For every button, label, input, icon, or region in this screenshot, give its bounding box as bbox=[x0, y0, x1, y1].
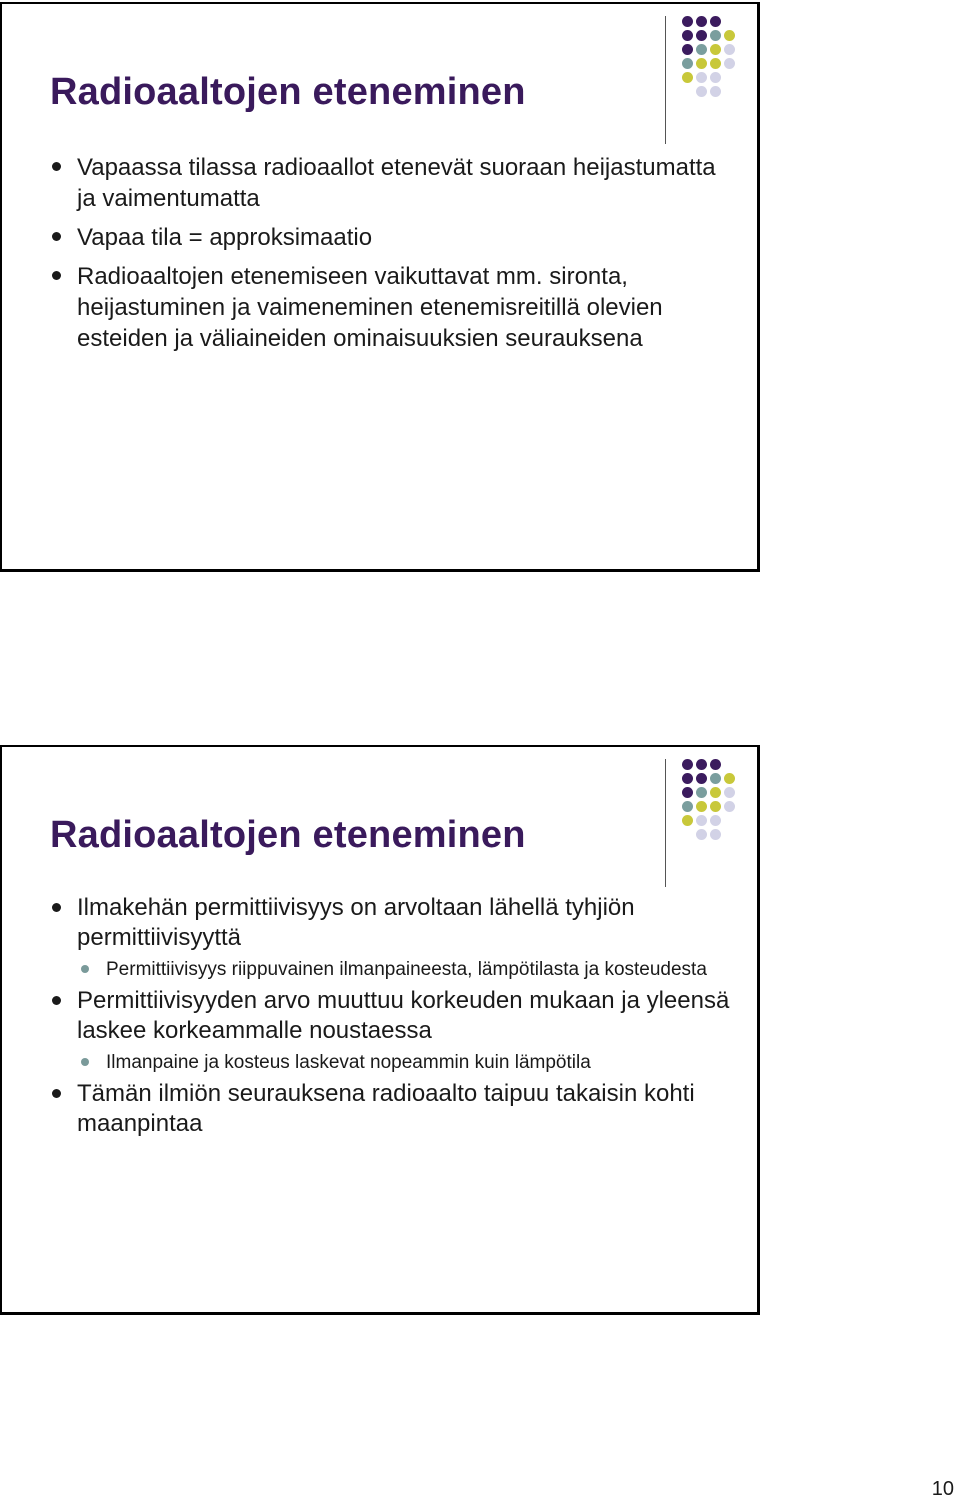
bullet-icon bbox=[52, 271, 61, 280]
bullet-item bbox=[50, 1079, 730, 1139]
bullet-icon bbox=[52, 1089, 61, 1098]
slide-title: Radioaaltojen eteneminen bbox=[50, 814, 526, 856]
bullet-item bbox=[50, 152, 730, 214]
dot-lavender bbox=[724, 801, 735, 812]
dot-purple bbox=[696, 16, 707, 27]
slide-1 bbox=[0, 2, 760, 572]
dot-teal bbox=[710, 30, 721, 41]
sub-bullet-icon bbox=[81, 1058, 89, 1066]
dot-purple bbox=[682, 759, 693, 770]
dot-purple bbox=[696, 30, 707, 41]
dot-olive bbox=[710, 787, 721, 798]
dot-olive bbox=[696, 58, 707, 69]
sub-bullet-text: Permittiivisyys riippuvainen ilmanpaineesta, lämpötilasta ja kosteudesta bbox=[106, 959, 707, 980]
bullet-text: Tämän ilmiön seurauksena radioaalto taipuu takaisin kohti maanpintaa bbox=[77, 1080, 695, 1137]
dot-teal bbox=[682, 801, 693, 812]
dot-olive bbox=[696, 801, 707, 812]
dot-teal bbox=[696, 787, 707, 798]
dot-purple bbox=[710, 759, 721, 770]
bullet-item bbox=[50, 261, 730, 354]
bullet-icon bbox=[52, 996, 61, 1005]
dot-olive bbox=[682, 815, 693, 826]
bullet-text: Vapaassa tilassa radioaallot etenevät suoraan heijastumatta ja vaimentumatta bbox=[77, 154, 716, 212]
sub-bullet-list bbox=[77, 1050, 730, 1075]
dot-olive bbox=[710, 801, 721, 812]
dot-purple bbox=[682, 787, 693, 798]
divider-line bbox=[665, 759, 666, 887]
dot-olive bbox=[724, 773, 735, 784]
slide-2 bbox=[0, 745, 760, 1315]
dot-lavender bbox=[724, 44, 735, 55]
dot-purple bbox=[682, 773, 693, 784]
dot-olive bbox=[724, 30, 735, 41]
bullet-list bbox=[50, 893, 730, 1143]
dot-purple bbox=[682, 16, 693, 27]
dot-purple bbox=[696, 773, 707, 784]
divider-line bbox=[665, 16, 666, 144]
dot-purple bbox=[682, 44, 693, 55]
bullet-text: Permittiivisyyden arvo muuttuu korkeuden mukaan ja yleensä laskee korkeammalle noustaessa bbox=[77, 987, 730, 1044]
dot-lavender bbox=[710, 815, 721, 826]
dot-lavender bbox=[724, 58, 735, 69]
bullet-text: Radioaaltojen etenemiseen vaikuttavat mm. sironta, heijastuminen ja vaimeneminen etenemisreitillä olevien esteiden ja väliaineiden ominaisuuksien seurauksena bbox=[77, 263, 663, 352]
sub-bullet-list bbox=[77, 957, 730, 982]
bullet-item bbox=[50, 222, 730, 253]
dot-lavender bbox=[710, 829, 721, 840]
sub-bullet-item bbox=[77, 1050, 730, 1075]
dot-purple bbox=[682, 30, 693, 41]
dot-lavender bbox=[696, 72, 707, 83]
page-number: 10 bbox=[931, 1478, 954, 1500]
dot-olive bbox=[710, 44, 721, 55]
dot-teal bbox=[696, 44, 707, 55]
bullet-item bbox=[50, 893, 730, 982]
slide-title: Radioaaltojen eteneminen bbox=[50, 71, 526, 113]
dot-olive bbox=[710, 58, 721, 69]
sub-bullet-text: Ilmanpaine ja kosteus laskevat nopeammin kuin lämpötila bbox=[106, 1052, 591, 1073]
bullet-text: Ilmakehän permittiivisyys on arvoltaan lähellä tyhjiön permittiivisyyttä bbox=[77, 894, 635, 951]
bullet-list bbox=[50, 152, 730, 362]
bullet-item bbox=[50, 986, 730, 1075]
dot-lavender bbox=[710, 72, 721, 83]
dot-purple bbox=[710, 16, 721, 27]
dot-olive bbox=[682, 72, 693, 83]
sub-bullet-item bbox=[77, 957, 730, 982]
bullet-icon bbox=[52, 232, 61, 241]
dot-purple bbox=[696, 759, 707, 770]
dot-lavender bbox=[724, 787, 735, 798]
bullet-icon bbox=[52, 162, 61, 171]
sub-bullet-icon bbox=[81, 965, 89, 973]
dot-lavender bbox=[696, 829, 707, 840]
dot-teal bbox=[710, 773, 721, 784]
dot-grid-icon bbox=[682, 16, 754, 126]
bullet-icon bbox=[52, 903, 61, 912]
dot-lavender bbox=[696, 815, 707, 826]
bullet-text: Vapaa tila = approksimaatio bbox=[77, 224, 373, 251]
dot-lavender bbox=[696, 86, 707, 97]
dot-teal bbox=[682, 58, 693, 69]
dot-grid-icon bbox=[682, 759, 754, 869]
dot-lavender bbox=[710, 86, 721, 97]
